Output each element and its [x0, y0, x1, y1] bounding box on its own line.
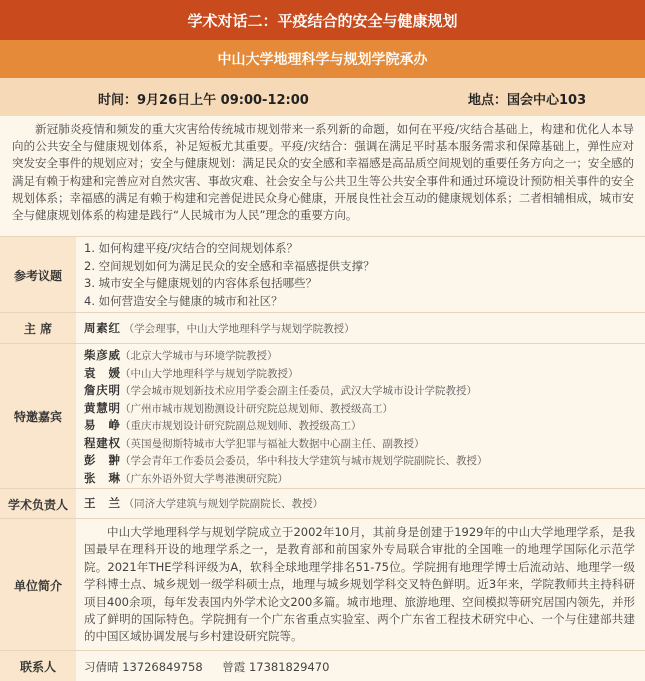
guest-item	[84, 347, 635, 365]
guest-item	[84, 435, 635, 453]
unit-intro-label: 单位简介	[0, 519, 76, 651]
guest-name: 袁 媛	[84, 365, 120, 380]
session-title	[0, 0, 645, 40]
guest-name: 黄慧明	[84, 400, 120, 415]
academic-lead-entry	[84, 495, 635, 513]
guest-desc: （重庆市规划设计研究院副总规划师、教授级高工）	[120, 420, 362, 432]
guest-name: 詹庆明	[84, 383, 120, 397]
chair-entry	[84, 320, 635, 338]
chair-desc: （学会理事，中山大学地理科学与规划学院教授）	[123, 323, 355, 335]
host-text: 中山大学地理科学与规划学院承办	[217, 52, 428, 68]
guest-name: 彭 翀	[84, 453, 120, 467]
guest-desc: （中山大学地理科学与规划学院教授）	[120, 367, 299, 380]
topics-label: 参考议题	[0, 237, 76, 313]
session-place: 地点：国会中心103	[468, 93, 587, 108]
academic-lead-desc: （同济大学建筑与规划学院副院长、教授）	[123, 498, 324, 510]
guest-item	[84, 382, 635, 400]
unit-intro-text: 中山大学地理科学与规划学院成立于2002年10月，其前身是创建于1929年的中山大学地理学系，是我国最早在理科开设的地理学系之一，是教育部和前国家外专局联合审批的全国唯一的地理学国际化示范学院。2021年THE学科评级为A，软科全球地理学排名51-75位。学院拥有地理学博士后流动站、地理学一级学科博士点、城乡规划一级学科硕士点，地理与城乡规划学科交叉特色鲜明。近3年来，学院教师共主持科研项目400余项，每年发表国内外学术论文200多篇。城市地理、旅游地理、空间模拟等研究居国内领先，并形成了鲜明的国际特色。学院拥有一个广东省重点实验室、两个广东省工程技术研究中心、一个与住建部共建的中国区域协调发展与乡村建设研究院等。	[84, 525, 635, 644]
time-place-bar	[0, 78, 645, 116]
guest-desc: （广东外语外贸大学粤港澳研究院）	[120, 472, 288, 485]
guest-desc: （广州市城市规划勘测设计研究院总规划师、教授级高工）	[120, 402, 393, 415]
guest-name: 柴彦威	[84, 348, 120, 362]
guests-label: 特邀嘉宾	[0, 344, 76, 489]
guest-item	[84, 417, 635, 435]
academic-lead-row	[0, 488, 645, 519]
chair-row	[0, 312, 645, 344]
guest-name: 程建权	[84, 435, 120, 450]
academic-lead-label: 学术负责人	[0, 489, 76, 519]
guest-desc: （英国曼彻斯特城市大学犯罪与福祉大数据中心副主任、副教授）	[120, 437, 425, 450]
session-title-text: 学术对话二：平疫结合的安全与健康规划	[187, 11, 458, 30]
guest-name: 易 峥	[84, 418, 120, 432]
guest-item	[84, 365, 635, 383]
guest-desc: （北京大学城市与环境学院教授）	[120, 350, 278, 362]
guest-desc: （学会城市规划新技术应用学委会副主任委员，武汉大学城市设计学院教授）	[120, 385, 477, 397]
contact-label: 联系人	[0, 651, 76, 681]
academic-lead-name: 王 兰	[84, 496, 120, 510]
intro-paragraph: 新冠肺炎疫情和频发的重大灾害给传统城市规划带来一系列新的命题，如何在平疫/灾结合基础上，构建和优化人本导向的公共安全与健康规划体系，补足短板尤其重要。平疫/灾结合：强调在满足平时基本服务需求和保障基础上，弹性应对突发安全事件的规划应对；安全与健康规划：满足民众的安全感和幸福感是高品质空间规划的重要任务方向之一；安全感的满足有赖于构建和完善应对自然灾害、事故灾难、社会安全与公共卫生等公共安全事件和通过环境设计预防相关事件的安全规划体系；幸福感的满足有赖于构建和完善促进民众身心健康，开展良性社会互动的健康规划体系；二者相辅相成，城市安全与健康规划体系的构建是践行“人民城市为人民”理念的重要方向。	[12, 122, 634, 223]
chair-name: 周素红	[84, 321, 120, 335]
topic-item: 2. 空间规划如何为满足民众的安全感和幸福感提供支撑？	[84, 258, 375, 273]
guests-list	[84, 347, 635, 487]
topics-row	[0, 236, 645, 313]
guest-desc: （学会青年工作委员会委员，华中科技大学建筑与城市规划学院副院长、教授）	[120, 455, 488, 467]
guest-name: 张 琳	[84, 470, 120, 485]
topic-item: 3. 城市安全与健康规划的内容体系包括哪些？	[84, 276, 318, 290]
contact-person: 习倩晴 13726849758	[84, 660, 203, 674]
guest-item	[84, 400, 635, 418]
topics-list	[84, 240, 635, 310]
host-banner	[0, 40, 645, 78]
contact-person: 曾霞 17381829470	[222, 660, 330, 674]
guest-item	[84, 452, 635, 470]
session-time: 时间：9月26日上午 09:00-12:00	[98, 93, 309, 108]
unit-intro-row	[0, 518, 645, 651]
topic-item: 4. 如何营造安全与健康的城市和社区？	[84, 293, 283, 308]
contact-row	[0, 650, 645, 681]
contact-list	[84, 659, 635, 675]
guest-item	[84, 470, 635, 488]
chair-label: 主 席	[0, 313, 76, 344]
guests-row	[0, 343, 645, 489]
topic-item: 1. 如何构建平疫/灾结合的空间规划体系？	[84, 241, 299, 255]
